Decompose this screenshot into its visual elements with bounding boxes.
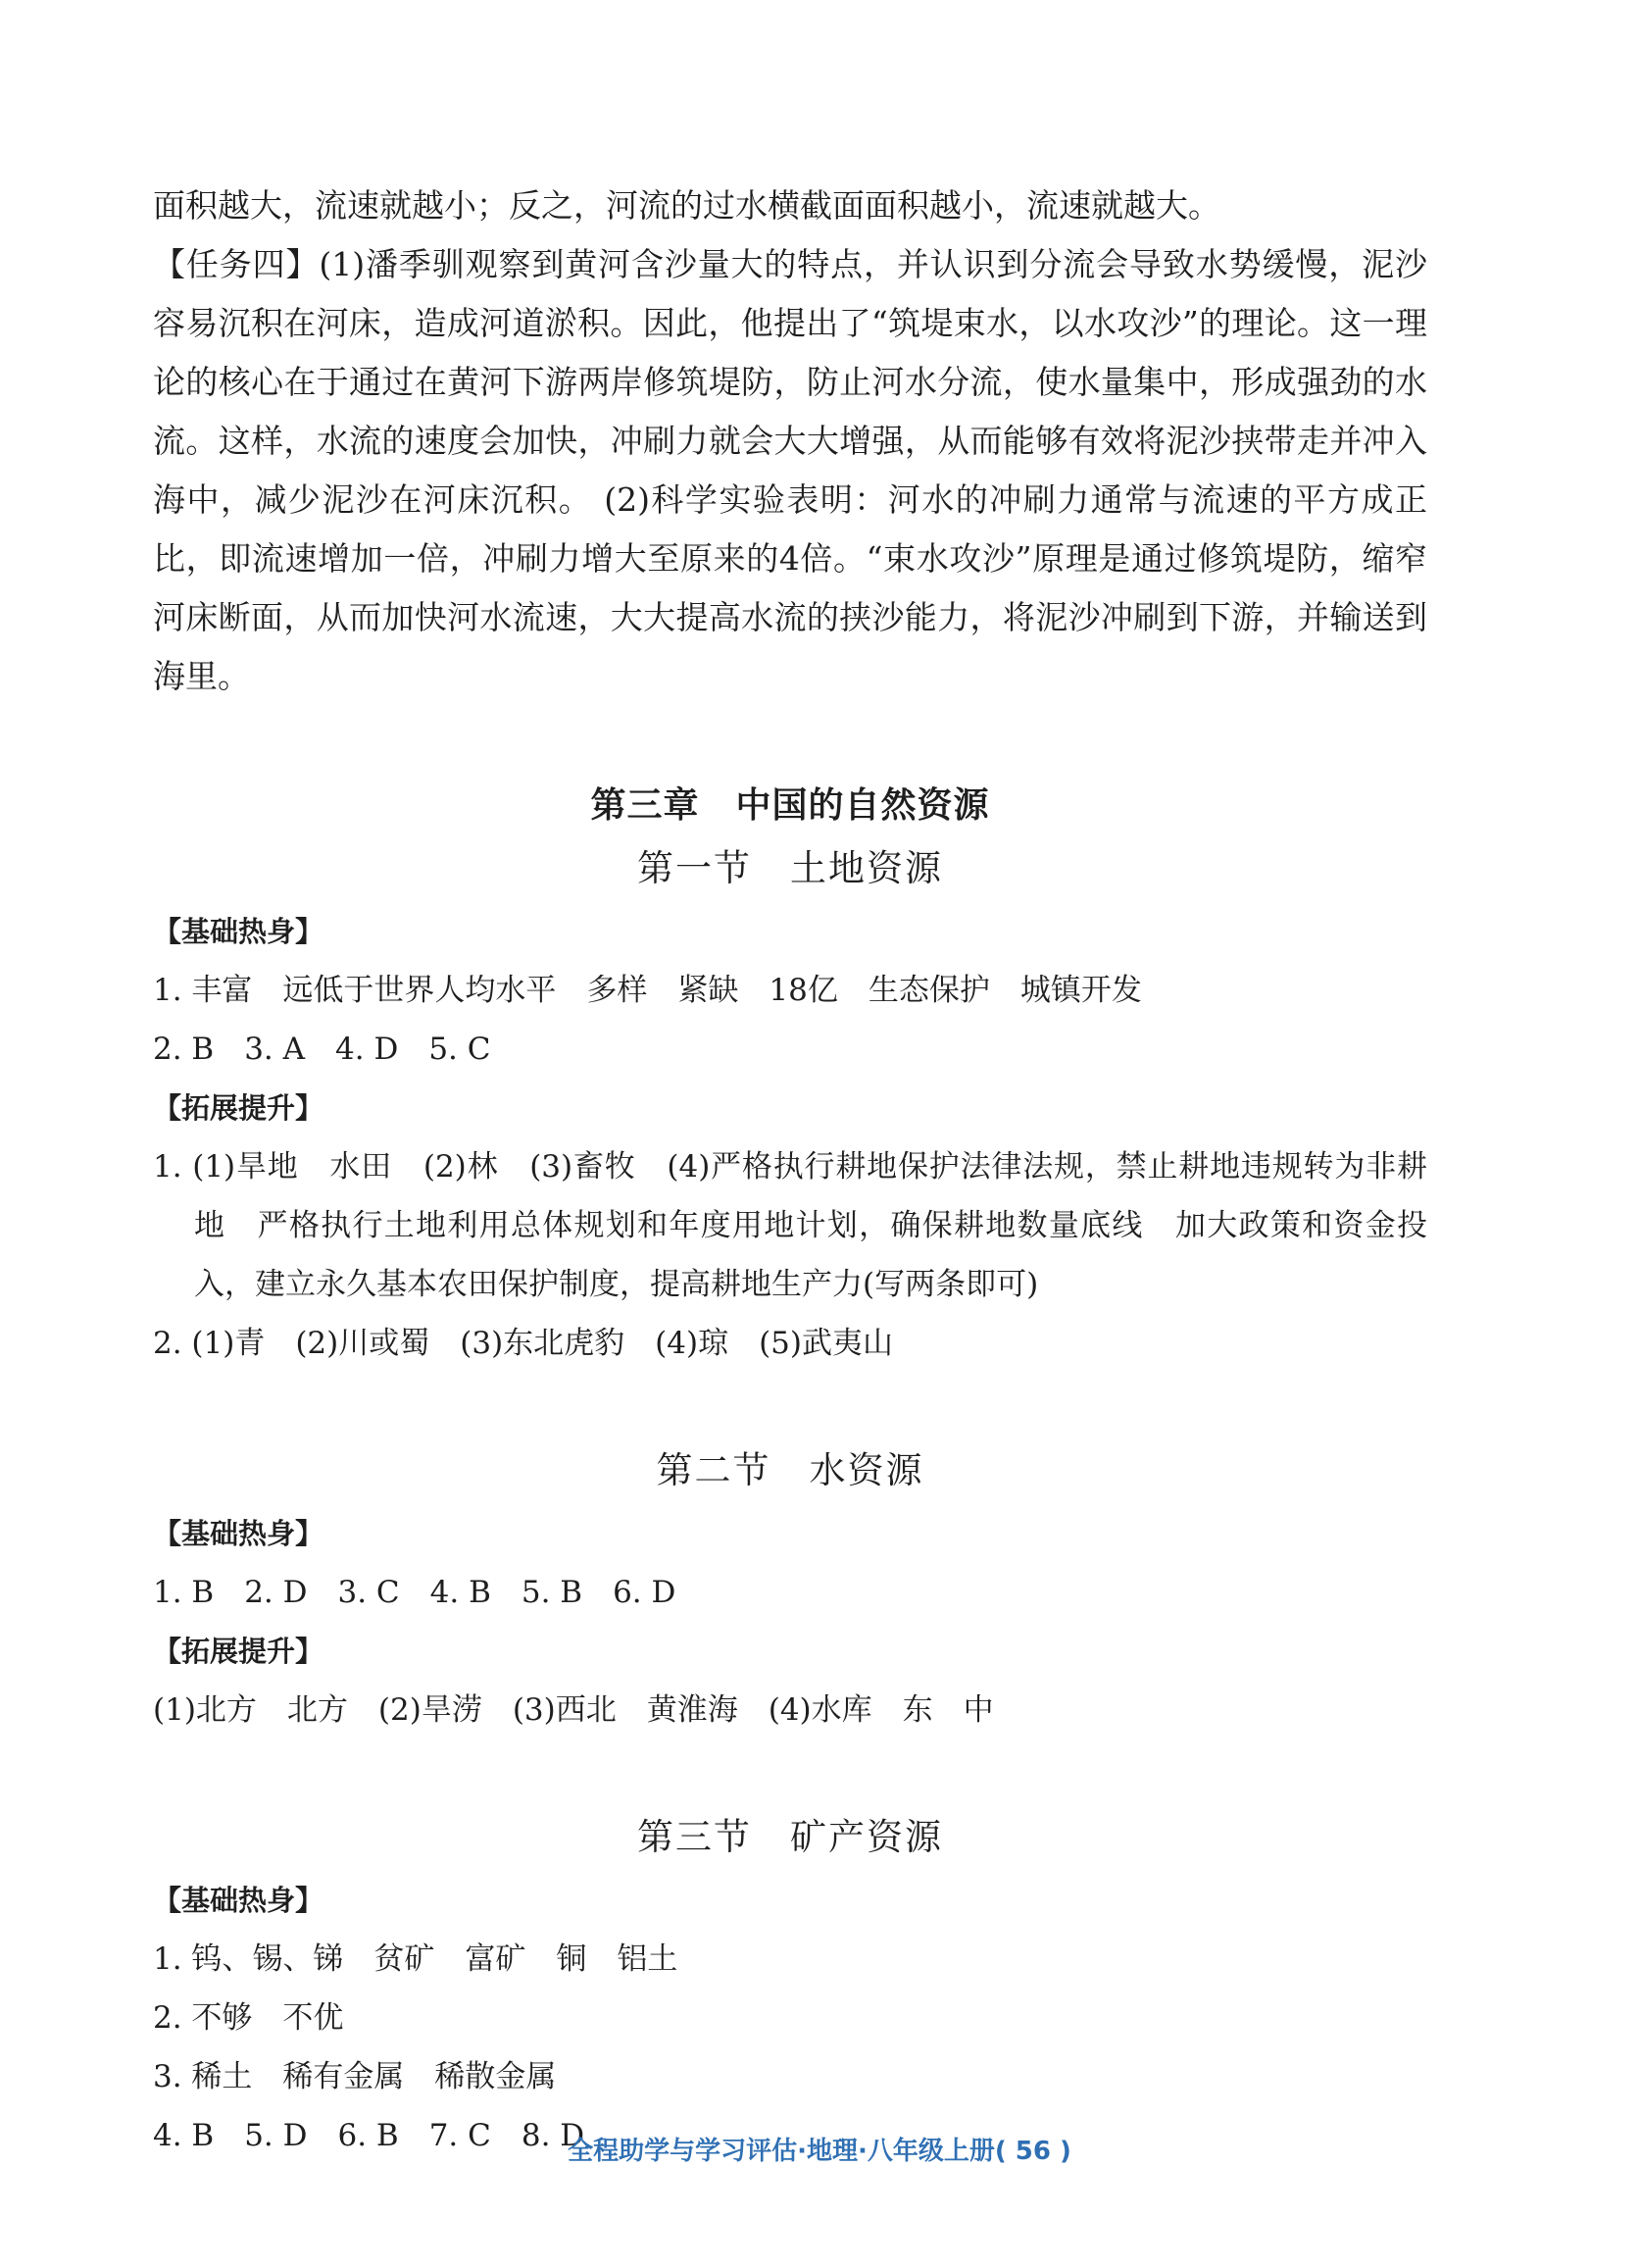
answer-line: 2. B 3. A 4. D 5. C bbox=[153, 1032, 491, 1067]
answer-line: 4. B 5. D 6. B 7. C 8. D bbox=[153, 2118, 585, 2153]
intro-line: 面积越大，流速就越小；反之，河流的过水横截面面积越小，流速就越大。 bbox=[153, 186, 1220, 225]
answer-line: 2. 不够 不优 bbox=[153, 2000, 344, 2036]
answer-line: 3. 稀土 稀有金属 稀散金属 bbox=[153, 2059, 557, 2094]
answer-line: 2. (1)青 (2)川或蜀 (3)东北虎豹 (4)琼 (5)武夷山 bbox=[153, 1326, 893, 1361]
basic-label: 【基础热身】 bbox=[153, 1884, 324, 1917]
section-title-land: 第一节 土地资源 bbox=[637, 847, 943, 889]
page-content bbox=[153, 176, 1427, 2165]
answer-line: 1. B 2. D 3. C 4. B 5. B 6. D bbox=[153, 1575, 676, 1610]
section-title-water: 第二节 水资源 bbox=[656, 1449, 924, 1491]
section-title-minerals: 第三节 矿产资源 bbox=[637, 1816, 943, 1858]
answer-line: 1. 丰富 远低于世界人均水平 多样 紧缺 18亿 生态保护 城镇开发 bbox=[153, 973, 1142, 1008]
answer-line: 1. 钨、锡、锑 贫矿 富矿 铜 铝土 bbox=[153, 1941, 678, 1977]
chapter-title: 第三章 中国的自然资源 bbox=[590, 785, 990, 826]
task-four-answer: 【任务四】(1)潘季驯观察到黄河含沙量大的特点，并认识到分流会导致水势缓慢，泥沙容易沉积在河床，造成河道淤积。因此，他提出了“筑堤束水，以水攻沙”的理论。这一理论的核心在于通过在黄河下游两岸修筑堤防，防止河水分流，使水量集中，形成强劲的水流。这样，水流的速度会加快，冲刷力就会大大增强，从而能够有效将泥沙挟带走并冲入海中，减少泥沙在河床沉积。 (2)科学实验表明：河水的冲刷力通常与流速的平方成正比，即流速增加一倍，冲刷力增大至原来的4倍。“束水攻沙”原理是通过修筑堤防，缩窄河床断面，从而加快河水流速，大大提高水流的挟沙能力，将泥沙冲刷到下游，并输送到海里。 bbox=[153, 245, 1427, 695]
intro-paragraph bbox=[153, 176, 1427, 706]
extension-label: 【拓展提升】 bbox=[153, 1091, 324, 1125]
basic-label: 【基础热身】 bbox=[153, 1517, 324, 1550]
answer-line: (1)北方 北方 (2)旱涝 (3)西北 黄淮海 (4)水库 东 中 bbox=[153, 1692, 994, 1728]
page-footer: 全程助学与学习评估·地理·八年级上册( 56 ) bbox=[568, 2137, 1071, 2166]
extension-label: 【拓展提升】 bbox=[153, 1635, 324, 1668]
answer-line: 1. (1)旱地 水田 (2)林 (3)畜牧 (4)严格执行耕地保护法律法规，禁止耕地违规转为非耕地 严格执行土地利用总体规划和年度用地计划，确保耕地数量底线 加大政策和资金投入，建立永久基本农田保护制度，提高耕地生产力(写两条即可) bbox=[153, 1149, 1427, 1302]
basic-label: 【基础热身】 bbox=[153, 915, 324, 948]
